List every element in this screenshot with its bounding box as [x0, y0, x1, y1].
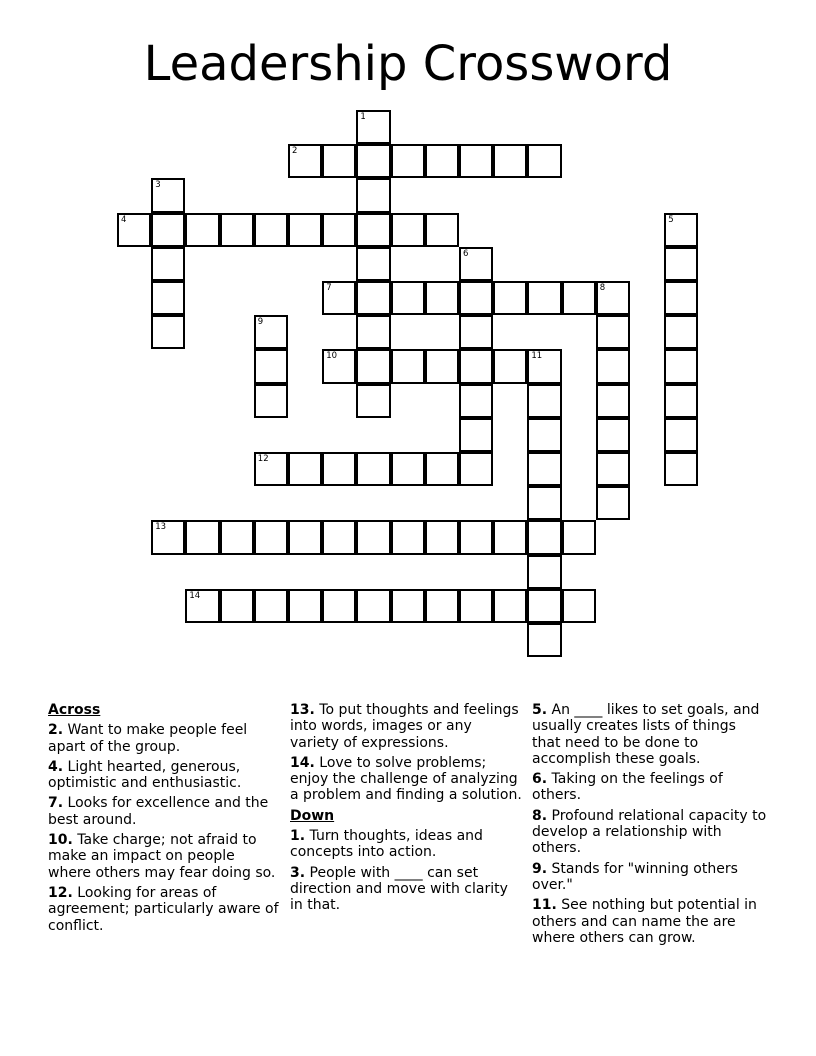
crossword-cell[interactable]	[288, 520, 322, 554]
crossword-cell[interactable]	[664, 315, 698, 349]
crossword-cell[interactable]	[425, 144, 459, 178]
page-title: Leadership Crossword	[143, 36, 673, 92]
clue-down-9: 9. Stands for "winning others over."	[532, 860, 738, 893]
clue-number: 11	[531, 351, 543, 362]
crossword-cell[interactable]	[562, 281, 596, 315]
clue-down-1: 1. Turn thoughts, ideas and concepts into action.	[290, 828, 483, 861]
crossword-cell[interactable]	[562, 589, 596, 623]
crossword-cell[interactable]	[288, 452, 322, 486]
crossword-cell[interactable]	[527, 452, 561, 486]
clue-number: 7	[326, 283, 332, 293]
crossword-cell[interactable]	[356, 520, 390, 554]
clues-column-2	[290, 702, 522, 918]
crossword-cell[interactable]	[664, 384, 698, 418]
crossword-cell[interactable]	[425, 520, 459, 554]
crossword-cell[interactable]	[493, 144, 527, 178]
clue-number: 10	[326, 351, 338, 362]
clue-across-14: 14. Love to solve problems; enjoy the challenge of analyzing a problem and finding a solution.	[290, 754, 522, 804]
crossword-cell[interactable]	[322, 144, 356, 178]
crossword-cell[interactable]	[459, 452, 493, 486]
crossword-cell[interactable]	[391, 452, 425, 486]
crossword-cell[interactable]	[151, 315, 185, 349]
crossword-cell[interactable]	[391, 589, 425, 623]
crossword-cell[interactable]	[562, 520, 596, 554]
clue-number: 5	[668, 214, 674, 225]
crossword-cell[interactable]	[596, 315, 630, 349]
down-heading: Down	[290, 807, 335, 824]
crossword-cell[interactable]	[527, 144, 561, 178]
crossword-cell[interactable]	[356, 110, 390, 144]
clue-number: 2	[292, 146, 298, 157]
crossword-cell[interactable]	[356, 452, 390, 486]
clue-across-7: 7. Looks for excellence and the best around.	[48, 795, 269, 828]
crossword-cell[interactable]	[117, 213, 151, 247]
crossword-cell[interactable]	[664, 213, 698, 247]
crossword-cell[interactable]	[288, 589, 322, 623]
crossword-cell[interactable]	[596, 486, 630, 520]
clue-number: 13	[155, 522, 167, 533]
across-heading: Across	[48, 702, 101, 718]
crossword-cell[interactable]	[459, 384, 493, 418]
crossword-cell[interactable]	[596, 349, 630, 383]
crossword-cell[interactable]	[151, 281, 185, 315]
crossword-cell[interactable]	[220, 520, 254, 554]
clue-number: 14	[189, 590, 201, 601]
crossword-cell[interactable]	[527, 555, 561, 589]
crossword-cell[interactable]	[527, 384, 561, 418]
crossword-cell[interactable]	[596, 452, 630, 486]
crossword-cell[interactable]	[356, 144, 390, 178]
crossword-cell[interactable]	[493, 520, 527, 554]
crossword-cell[interactable]	[425, 589, 459, 623]
crossword-cell[interactable]	[459, 418, 493, 452]
crossword-cell[interactable]	[254, 213, 288, 247]
crossword-cell[interactable]	[151, 178, 185, 212]
crossword-cell[interactable]	[391, 349, 425, 383]
crossword-cell[interactable]	[185, 589, 219, 623]
crossword-cell[interactable]	[459, 520, 493, 554]
crossword-cell[interactable]	[356, 349, 390, 383]
clue-number: 8	[599, 283, 606, 293]
crossword-cell[interactable]	[459, 349, 493, 383]
crossword-cell[interactable]	[322, 589, 356, 623]
clues-column-1	[48, 702, 280, 938]
crossword-cell[interactable]	[254, 315, 288, 349]
crossword-cell[interactable]	[459, 315, 493, 349]
crossword-cell[interactable]	[493, 349, 527, 383]
crossword-cell[interactable]	[220, 589, 254, 623]
crossword-cell[interactable]	[391, 213, 425, 247]
crossword-cell[interactable]	[459, 281, 493, 315]
crossword-cell[interactable]	[356, 247, 390, 281]
crossword-cell[interactable]	[493, 281, 527, 315]
crossword-cell[interactable]	[356, 281, 390, 315]
crossword-cell[interactable]	[664, 281, 698, 315]
crossword-cell[interactable]	[527, 520, 561, 554]
clue-across-13: 13. To put thoughts and feelings into words, images or any variety of expressions.	[290, 702, 519, 751]
crossword-cell[interactable]	[288, 213, 322, 247]
clue-number: 1	[360, 112, 366, 122]
crossword-cell[interactable]	[664, 349, 698, 383]
crossword-cell[interactable]	[459, 144, 493, 178]
crossword-cell[interactable]	[425, 213, 459, 247]
crossword-cell[interactable]	[356, 178, 390, 212]
crossword-cell[interactable]	[596, 281, 630, 315]
clue-down-3: 3. People with ____ can set direction and move with clarity in that.	[290, 864, 508, 914]
crossword-cell[interactable]	[596, 384, 630, 418]
clue-across-2: 2. Want to make people feel apart of the group.	[48, 722, 248, 755]
crossword-cell[interactable]	[254, 452, 288, 486]
crossword-cell[interactable]	[459, 589, 493, 623]
crossword-cell[interactable]	[391, 281, 425, 315]
crossword-cell[interactable]	[425, 349, 459, 383]
crossword-cell[interactable]	[322, 520, 356, 554]
crossword-cell[interactable]	[664, 247, 698, 281]
crossword-cell[interactable]	[322, 281, 356, 315]
crossword-cell[interactable]	[185, 213, 219, 247]
clue-number: 9	[257, 317, 264, 328]
crossword-cell[interactable]	[527, 281, 561, 315]
crossword-cell[interactable]	[425, 452, 459, 486]
clue-across-10: 10. Take charge; not afraid to make an impact on people where others may fear doing so.	[48, 832, 276, 881]
crossword-cell[interactable]	[322, 452, 356, 486]
clue-across-12: 12. Looking for areas of agreement; particularly aware of conflict.	[48, 884, 279, 934]
crossword-cell[interactable]	[356, 589, 390, 623]
clue-down-6: 6. Taking on the feelings of others.	[532, 771, 723, 804]
crossword-cell[interactable]	[185, 520, 219, 554]
crossword-cell[interactable]	[459, 247, 493, 281]
crossword-cell[interactable]	[220, 213, 254, 247]
crossword-cell[interactable]	[356, 384, 390, 418]
crossword-cell[interactable]	[356, 213, 390, 247]
crossword-cell[interactable]	[664, 418, 698, 452]
clue-down-11: 11. See nothing but potential in others and can name the are where others can grow.	[532, 897, 757, 946]
crossword-cell[interactable]	[596, 418, 630, 452]
crossword-cell[interactable]	[527, 486, 561, 520]
clue-across-4: 4. Light hearted, generous, optimistic and enthusiastic.	[48, 758, 242, 792]
crossword-cell[interactable]	[254, 349, 288, 383]
crossword-cell[interactable]	[254, 384, 288, 418]
crossword-cell[interactable]	[527, 349, 561, 383]
clue-number: 12	[257, 454, 269, 464]
crossword-cell[interactable]	[322, 349, 356, 383]
crossword-cell[interactable]	[664, 452, 698, 486]
clue-number: 4	[121, 214, 127, 225]
clue-number: 3	[155, 180, 161, 191]
crossword-cell[interactable]	[527, 418, 561, 452]
crossword-cell[interactable]	[288, 144, 322, 178]
clue-down-5: 5. An ____ likes to set goals, and usually creates lists of things that need to be done to accomplish these goals.	[532, 702, 760, 767]
crossword-cell[interactable]	[391, 520, 425, 554]
clue-number: 6	[463, 248, 469, 259]
crossword-cell[interactable]	[151, 520, 185, 554]
crossword-cell[interactable]	[527, 589, 561, 623]
crossword-cell[interactable]	[254, 520, 288, 554]
crossword-cell[interactable]	[151, 247, 185, 281]
clues-column-3	[532, 702, 768, 950]
crossword-cell[interactable]	[151, 213, 185, 247]
crossword-cell[interactable]	[391, 144, 425, 178]
crossword-cell[interactable]	[425, 281, 459, 315]
clue-down-8: 8. Profound relational capacity to develop a relationship with others.	[532, 807, 767, 857]
crossword-cell[interactable]	[527, 623, 561, 657]
crossword-cell[interactable]	[254, 589, 288, 623]
crossword-cell[interactable]	[322, 213, 356, 247]
crossword-cell[interactable]	[356, 315, 390, 349]
crossword-cell[interactable]	[493, 589, 527, 623]
